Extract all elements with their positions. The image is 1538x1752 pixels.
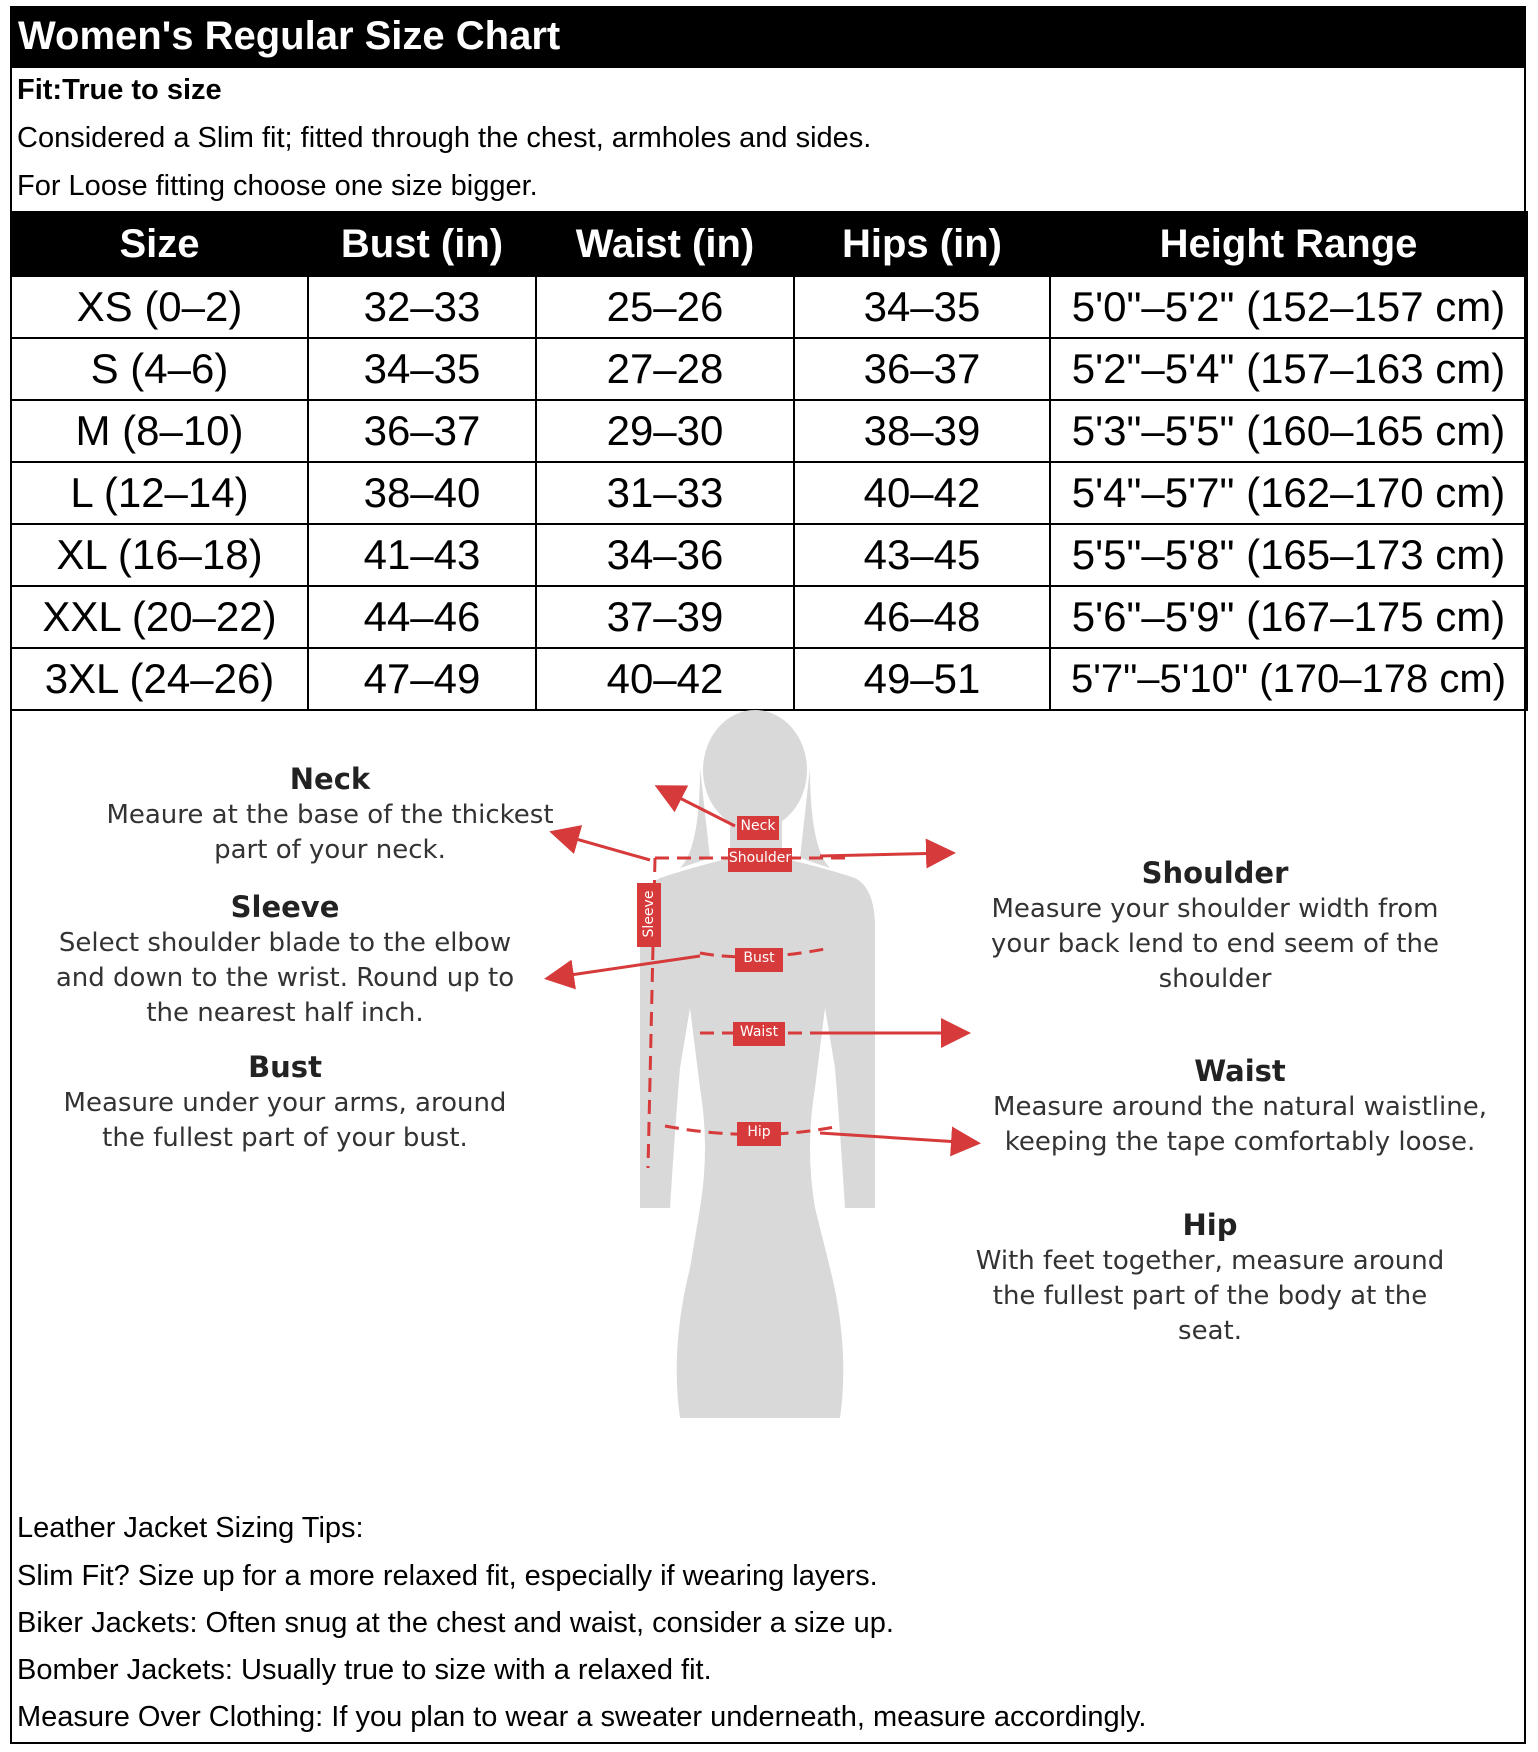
table-header-row xyxy=(11,212,1527,276)
cell-bust: 38–40 xyxy=(308,462,536,524)
cell-size: M (8–10) xyxy=(11,400,308,462)
cell-bust: 44–46 xyxy=(308,586,536,648)
cell-size: 3XL (24–26) xyxy=(11,648,308,710)
sleeve-description: Select shoulder blade to the elbow and down to the wrist. Round up to the nearest half inch. xyxy=(55,928,515,1028)
cell-height: 5'4"–5'7" (162–170 cm) xyxy=(1050,462,1527,524)
header-waist: Waist (in) xyxy=(536,212,794,276)
cell-bust: 32–33 xyxy=(308,276,536,338)
table-row xyxy=(11,338,1527,400)
table-row xyxy=(11,586,1527,648)
waist-description: Measure around the natural waistline, keeping the tape comfortably loose. xyxy=(993,1092,1487,1157)
cell-hips: 49–51 xyxy=(794,648,1050,710)
cell-size: XXL (20–22) xyxy=(11,586,308,648)
cell-height: 5'6"–5'9" (167–175 cm) xyxy=(1050,586,1527,648)
hip-description: With feet together, measure around the fullest part of the body at the seat. xyxy=(975,1246,1445,1346)
tip-item: Biker Jackets: Often snug at the chest and waist, consider a size up. xyxy=(17,1607,894,1639)
shoulder-tag-label: Shoulder xyxy=(728,850,792,866)
cell-hips: 38–39 xyxy=(794,400,1050,462)
hip-heading: Hip xyxy=(1182,1208,1238,1242)
neck-tag-label: Neck xyxy=(740,818,776,834)
shoulder-description: Measure your shoulder width from your back lend to end seem of the shoulder xyxy=(991,894,1439,994)
fit-note-loose: For Loose fitting choose one size bigger. xyxy=(17,170,538,202)
table-row xyxy=(11,400,1527,462)
table-row xyxy=(11,462,1527,524)
shoulder-heading: Shoulder xyxy=(1141,856,1289,890)
cell-bust: 41–43 xyxy=(308,524,536,586)
tip-item: Slim Fit? Size up for a more relaxed fit, especially if wearing layers. xyxy=(17,1560,878,1592)
hip-tag-label: Hip xyxy=(747,1124,771,1140)
bust-heading: Bust xyxy=(248,1050,322,1084)
waist-heading: Waist xyxy=(1194,1054,1286,1088)
cell-size: L (12–14) xyxy=(11,462,308,524)
sleeve-tag-label: Sleeve xyxy=(641,890,657,938)
cell-hips: 46–48 xyxy=(794,586,1050,648)
sleeve-heading: Sleeve xyxy=(230,890,340,924)
cell-waist: 27–28 xyxy=(536,338,794,400)
header-bust: Bust (in) xyxy=(308,212,536,276)
page-title: Women's Regular Size Chart xyxy=(18,14,561,58)
fit-label: Fit:True to size xyxy=(17,74,222,106)
cell-waist: 37–39 xyxy=(536,586,794,648)
tip-item: Bomber Jackets: Usually true to size with a relaxed fit. xyxy=(17,1654,712,1686)
table-row xyxy=(11,276,1527,338)
cell-height: 5'7"–5'10" (170–178 cm) xyxy=(1050,648,1527,710)
cell-hips: 36–37 xyxy=(794,338,1050,400)
cell-height: 5'2"–5'4" (157–163 cm) xyxy=(1050,338,1527,400)
cell-hips: 34–35 xyxy=(794,276,1050,338)
cell-hips: 43–45 xyxy=(794,524,1050,586)
header-height: Height Range xyxy=(1050,212,1527,276)
title-bar xyxy=(10,6,1526,68)
cell-waist: 31–33 xyxy=(536,462,794,524)
cell-height: 5'5"–5'8" (165–173 cm) xyxy=(1050,524,1527,586)
waist-tag-label: Waist xyxy=(739,1024,779,1040)
cell-bust: 36–37 xyxy=(308,400,536,462)
cell-waist: 34–36 xyxy=(536,524,794,586)
table-row xyxy=(11,524,1527,586)
cell-height: 5'0"–5'2" (152–157 cm) xyxy=(1050,276,1527,338)
cell-size: XL (16–18) xyxy=(11,524,308,586)
cell-bust: 47–49 xyxy=(308,648,536,710)
header-hips: Hips (in) xyxy=(794,212,1050,276)
tip-item: Measure Over Clothing: If you plan to wear a sweater underneath, measure accordingly. xyxy=(17,1701,1147,1733)
cell-size: XS (0–2) xyxy=(11,276,308,338)
bust-tag-label: Bust xyxy=(743,950,775,966)
cell-waist: 40–42 xyxy=(536,648,794,710)
bust-description: Measure under your arms, around the fullest part of your bust. xyxy=(63,1088,507,1153)
cell-size: S (4–6) xyxy=(11,338,308,400)
cell-height: 5'3"–5'5" (160–165 cm) xyxy=(1050,400,1527,462)
tips-heading: Leather Jacket Sizing Tips: xyxy=(17,1512,364,1544)
cell-waist: 25–26 xyxy=(536,276,794,338)
cell-bust: 34–35 xyxy=(308,338,536,400)
cell-waist: 29–30 xyxy=(536,400,794,462)
header-size: Size xyxy=(11,212,308,276)
fit-note-slim: Considered a Slim fit; fitted through the chest, armholes and sides. xyxy=(17,122,872,154)
neck-heading: Neck xyxy=(289,762,371,796)
size-table xyxy=(10,211,1528,711)
table-row xyxy=(11,648,1527,710)
measurement-diagram xyxy=(10,708,1526,1488)
cell-hips: 40–42 xyxy=(794,462,1050,524)
neck-description: Meaure at the base of the thickest part of your neck. xyxy=(106,800,554,865)
